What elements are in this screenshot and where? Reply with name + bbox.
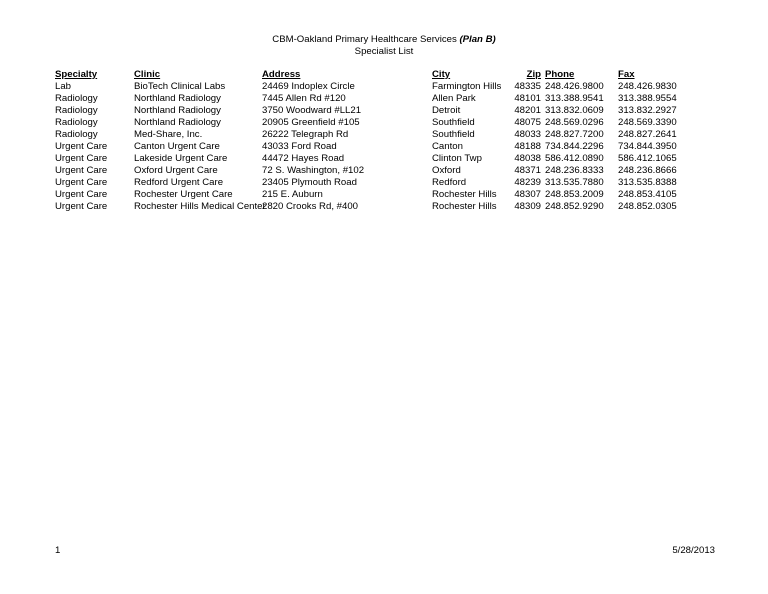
table-row [0, 93, 768, 105]
cell-specialty: Radiology [55, 93, 98, 104]
cell-fax: 313.832.2927 [618, 105, 677, 116]
cell-clinic: Med-Share, Inc. [134, 129, 203, 140]
cell-clinic: Lakeside Urgent Care [134, 153, 228, 164]
cell-fax: 248.827.2641 [618, 129, 677, 140]
cell-fax: 586.412.1065 [618, 153, 677, 164]
cell-city: Redford [432, 177, 467, 188]
cell-zip: 48371 [514, 165, 541, 176]
cell-zip: 48307 [514, 189, 541, 200]
cell-address: 7445 Allen Rd #120 [262, 93, 346, 104]
table-row [0, 165, 768, 177]
cell-zip: 48335 [514, 81, 541, 92]
table-row [0, 201, 768, 213]
cell-clinic: Canton Urgent Care [134, 141, 220, 152]
cell-phone: 586.412.0890 [545, 153, 604, 164]
cell-phone: 248.426.9800 [545, 81, 604, 92]
specialist-table [0, 69, 768, 213]
cell-zip: 48075 [514, 117, 541, 128]
cell-city: Farmington Hills [432, 81, 502, 92]
header-fax: Fax [618, 69, 635, 80]
cell-specialty: Urgent Care [55, 141, 108, 152]
cell-clinic: BioTech Clinical Labs [134, 81, 226, 92]
cell-city: Allen Park [432, 93, 476, 104]
cell-zip: 48188 [514, 141, 541, 152]
cell-fax: 248.426.9830 [618, 81, 677, 92]
cell-specialty: Radiology [55, 105, 98, 116]
document-subtitle: Specialist List [354, 46, 414, 57]
table-row [0, 177, 768, 189]
cell-zip: 48309 [514, 201, 541, 212]
cell-address: 44472 Hayes Road [262, 153, 345, 164]
cell-city: Rochester Hills [432, 201, 497, 212]
table-row [0, 81, 768, 93]
cell-phone: 248.236.8333 [545, 165, 604, 176]
cell-clinic: Northland Radiology [134, 117, 221, 128]
cell-city: Rochester Hills [432, 189, 497, 200]
cell-address: 72 S. Washington, #102 [262, 165, 365, 176]
cell-specialty: Radiology [55, 129, 98, 140]
cell-specialty: Urgent Care [55, 165, 108, 176]
cell-phone: 734.844.2296 [545, 141, 604, 152]
cell-phone: 248.852.9290 [545, 201, 604, 212]
cell-zip: 48239 [514, 177, 541, 188]
table-row [0, 117, 768, 129]
cell-address: 23405 Plymouth Road [262, 177, 357, 188]
cell-specialty: Urgent Care [55, 189, 108, 200]
cell-address: 26222 Telegraph Rd [262, 129, 349, 140]
cell-fax: 248.569.3390 [618, 117, 677, 128]
cell-clinic: Rochester Urgent Care [134, 189, 233, 200]
header-phone: Phone [545, 69, 575, 80]
cell-fax: 248.853.4105 [618, 189, 677, 200]
cell-clinic: Oxford Urgent Care [134, 165, 218, 176]
cell-phone: 248.827.7200 [545, 129, 604, 140]
cell-zip: 48101 [514, 93, 541, 104]
cell-zip: 48038 [514, 153, 541, 164]
document-title: CBM-Oakland Primary Healthcare Services [272, 34, 457, 45]
cell-city: Southfield [432, 117, 475, 128]
cell-fax: 248.852.0305 [618, 201, 677, 212]
table-row [0, 153, 768, 165]
cell-city: Southfield [432, 129, 475, 140]
cell-fax: 313.388.9554 [618, 93, 677, 104]
header-specialty: Specialty [55, 69, 98, 80]
page-number: 1 [55, 545, 61, 556]
header-zip: Zip [526, 69, 541, 80]
cell-address: 215 E. Auburn [262, 189, 323, 200]
table-row [0, 129, 768, 141]
cell-clinic: Northland Radiology [134, 105, 221, 116]
cell-city: Detroit [432, 105, 461, 116]
table-row [0, 189, 768, 201]
cell-specialty: Radiology [55, 117, 98, 128]
cell-phone: 313.535.7880 [545, 177, 604, 188]
cell-phone: 313.832.0609 [545, 105, 604, 116]
cell-clinic: Northland Radiology [134, 93, 221, 104]
cell-phone: 248.853.2009 [545, 189, 604, 200]
cell-specialty: Urgent Care [55, 201, 108, 212]
cell-zip: 48201 [514, 105, 541, 116]
cell-phone: 313.388.9541 [545, 93, 604, 104]
cell-clinic: Redford Urgent Care [134, 177, 224, 188]
cell-address: 20905 Greenfield #105 [262, 117, 360, 128]
header-city: City [432, 69, 451, 80]
header-address: Address [262, 69, 301, 80]
cell-specialty: Urgent Care [55, 153, 108, 164]
cell-city: Canton [432, 141, 463, 152]
footer-date: 5/28/2013 [672, 545, 715, 556]
header-clinic: Clinic [134, 69, 161, 80]
cell-zip: 48033 [514, 129, 541, 140]
cell-address: 3750 Woodward #LL21 [262, 105, 362, 116]
cell-specialty: Urgent Care [55, 177, 108, 188]
table-row [0, 141, 768, 153]
table-body [0, 81, 768, 213]
document-title-block [0, 34, 768, 58]
table-row [0, 105, 768, 117]
plan-label: (Plan B) [459, 34, 496, 45]
cell-clinic: Rochester Hills Medical Center [134, 201, 266, 212]
cell-fax: 734.844.3950 [618, 141, 677, 152]
cell-address: 2820 Crooks Rd, #400 [262, 201, 358, 212]
document-title-line [0, 34, 768, 46]
cell-address: 43033 Ford Road [262, 141, 337, 152]
cell-city: Clinton Twp [432, 153, 482, 164]
cell-fax: 248.236.8666 [618, 165, 677, 176]
table-header-row [0, 69, 768, 81]
cell-address: 24469 Indoplex Circle [262, 81, 355, 92]
cell-city: Oxford [432, 165, 461, 176]
cell-specialty: Lab [55, 81, 72, 92]
cell-fax: 313.535.8388 [618, 177, 677, 188]
cell-phone: 248.569.0296 [545, 117, 604, 128]
